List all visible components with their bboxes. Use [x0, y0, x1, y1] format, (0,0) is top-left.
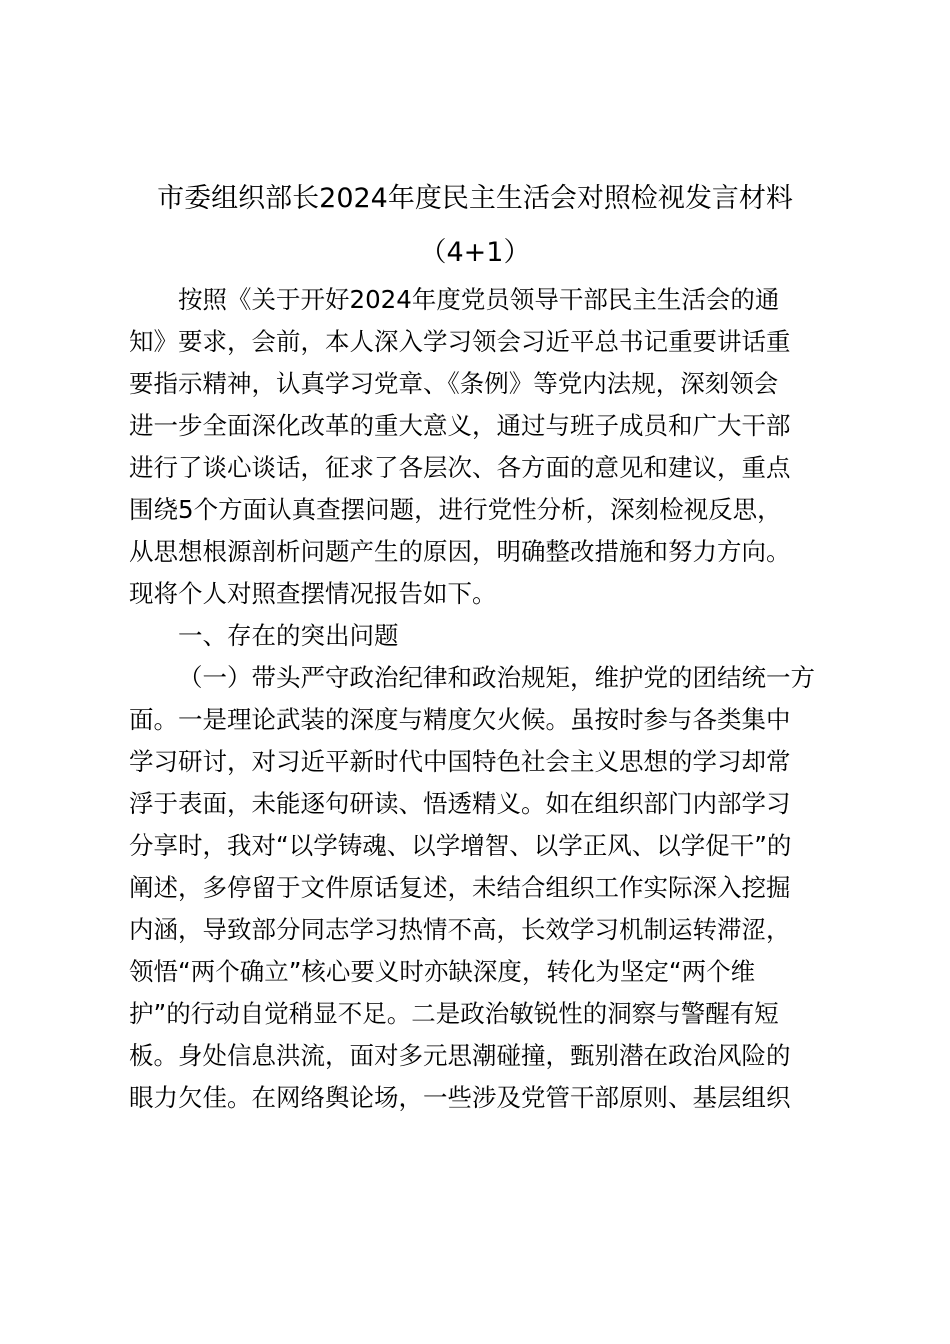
paragraph-line: 进一步全面深化改革的重大意义，通过与班子成员和广大干部: [129, 411, 791, 440]
subsection-line: （一）带头严守政治纪律和政治规矩，维护党的团结统一方: [178, 663, 815, 692]
paragraph-line: 按照《关于开好2024年度党员领导干部民主生活会的通: [178, 285, 780, 314]
title-line-2: （4+1）: [419, 237, 531, 268]
paragraph-line: 内涵，导致部分同志学习热情不高，长效学习机制运转滞涩，: [129, 915, 791, 944]
paragraph-line: 领悟“两个确立”核心要义时亦缺深度，转化为坚定“两个维: [129, 957, 756, 986]
paragraph-line: 分享时，我对“以学铸魂、以学增智、以学正风、以学促干”的: [129, 831, 792, 860]
paragraph-line: 现将个人对照查摆情况报告如下。: [129, 579, 497, 608]
paragraph-line: 板。身处信息洪流，面对多元思潮碰撞，甄别潜在政治风险的: [129, 1041, 791, 1070]
paragraph-line: 学习研讨，对习近平新时代中国特色社会主义思想的学习却常: [129, 747, 791, 776]
paragraph-line: 围绕5个方面认真查摆问题，进行党性分析，深刻检视反思，: [129, 495, 782, 524]
paragraph-line: 要指示精神，认真学习党章、《条例》等党内法规，深刻领会: [129, 369, 779, 398]
document-title: [120, 172, 830, 280]
paragraph-line: 眼力欠佳。在网络舆论场，一些涉及党管干部原则、基层组织: [129, 1083, 791, 1112]
paragraph-line: 从思想根源剖析问题产生的原因，明确整改措施和努力方向。: [129, 537, 791, 566]
paragraph-line: 阐述，多停留于文件原话复述，未结合组织工作实际深入挖掘: [129, 873, 791, 902]
paragraph-line: 面。一是理论武装的深度与精度欠火候。虽按时参与各类集中: [129, 705, 791, 734]
paragraph-line: 进行了谈心谈话，征求了各层次、各方面的意见和建议，重点: [129, 453, 791, 482]
paragraph-line: 浮于表面，未能逐句研读、悟透精义。如在组织部门内部学习: [129, 789, 791, 818]
paragraph-line: 护”的行动自觉稍显不足。二是政治敏锐性的洞察与警醒有短: [129, 999, 779, 1028]
section-heading: 一、存在的突出问题: [178, 621, 399, 650]
paragraph-line: 知》要求，会前，本人深入学习领会习近平总书记重要讲话重: [129, 327, 791, 356]
title-line-1: 市委组织部长2024年度民主生活会对照检视发言材料: [157, 183, 793, 214]
